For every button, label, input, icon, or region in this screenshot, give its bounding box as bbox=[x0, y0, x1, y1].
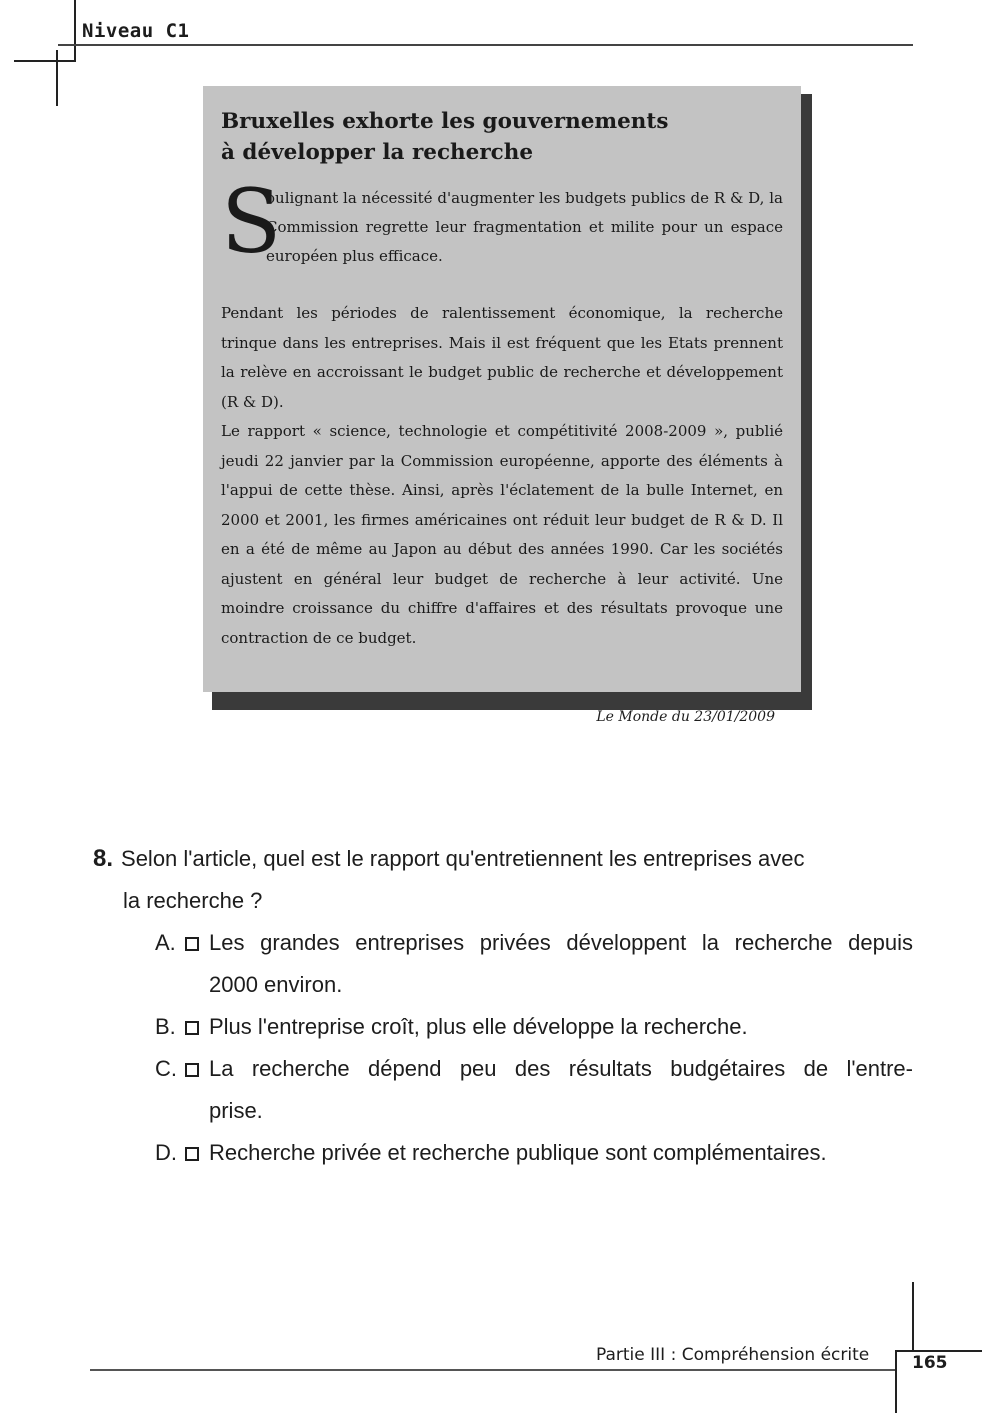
option-c-text-line2: prise. bbox=[209, 1098, 263, 1123]
question-stem-line1 bbox=[93, 838, 913, 880]
footer-vertical-rule bbox=[895, 1350, 897, 1413]
option-b-text: Plus l'entreprise croît, plus elle développe la recherche. bbox=[209, 1014, 748, 1039]
question-8 bbox=[93, 838, 913, 1174]
article-title bbox=[221, 106, 783, 168]
header-horizontal-rule bbox=[14, 60, 76, 62]
question-text-line1: Selon l'article, quel est le rapport qu'entretiennent les entreprises avec bbox=[121, 846, 805, 871]
header-top-rule bbox=[58, 44, 913, 46]
option-a-text-line2: 2000 environ. bbox=[209, 972, 343, 997]
lead-text: oulignant la nécessité d'augmenter les budgets publics de R & D, la Commission regrette leur fragmentation et milite pour un espace européen plus efficace. bbox=[266, 189, 783, 265]
option-a-text-line1: Les grandes entreprises privées développent la recherche depuis bbox=[209, 930, 913, 955]
header-vertical-rule bbox=[74, 0, 76, 60]
article-box bbox=[203, 86, 801, 692]
footer-rule bbox=[90, 1369, 895, 1371]
footer-vertical-rule-upper bbox=[912, 1282, 914, 1352]
page-number: 165 bbox=[912, 1353, 948, 1373]
option-a-checkbox[interactable] bbox=[185, 937, 199, 951]
article-title-line1: Bruxelles exhorte les gouvernements bbox=[221, 109, 669, 134]
article-paragraph-2: Le rapport « science, technologie et compétitivité 2008-2009 », publié jeudi 22 janvier par la Commission européenne, apporte des éléments à l'appui de cette thèse. Ainsi, après l'éclatement de la bulle Internet, en 2000 et 2001, les firmes américaines ont réduit leur budget de R & D. Il en a été de même au Japon au début des années 1990. Car les sociétés ajustent en général leur budget de recherche à leur activité. Une moindre croissance du chiffre d'affaires et des résultats provoque une contraction de ce budget. bbox=[221, 422, 783, 647]
level-label: Niveau C1 bbox=[82, 20, 190, 42]
header-vertical-rule-lower bbox=[56, 50, 58, 106]
article-paragraph-1: Pendant les périodes de ralentissement économique, la recherche trinque dans les entreprises. Mais il est fréquent que les Etats prennent la relève en accroissant le budget public de recherche et développement (R & D). bbox=[221, 304, 783, 411]
option-a-letter: A. bbox=[155, 930, 176, 955]
option-d-checkbox[interactable] bbox=[185, 1147, 199, 1161]
option-b[interactable] bbox=[93, 1006, 913, 1048]
question-text-line2: la recherche ? bbox=[123, 888, 263, 913]
article-body bbox=[221, 299, 783, 653]
option-d-text: Recherche privée et recherche publique sont complémentaires. bbox=[209, 1140, 827, 1165]
article-lead bbox=[221, 170, 783, 273]
footer-rule-right bbox=[897, 1350, 982, 1352]
article-title-line2: à développer la recherche bbox=[221, 140, 534, 165]
lead-dropcap: S bbox=[221, 170, 282, 273]
option-a[interactable] bbox=[93, 922, 913, 1006]
question-number: 8. bbox=[93, 845, 114, 872]
footer-section-label: Partie III : Compréhension écrite bbox=[596, 1345, 870, 1365]
option-d-letter: D. bbox=[155, 1140, 177, 1165]
option-b-letter: B. bbox=[155, 1014, 176, 1039]
option-b-checkbox[interactable] bbox=[185, 1021, 199, 1035]
article-source: Le Monde du 23/01/2009 bbox=[596, 709, 775, 725]
option-c-checkbox[interactable] bbox=[185, 1063, 199, 1077]
option-c-text-line1: La recherche dépend peu des résultats budgétaires de l'entre- bbox=[209, 1056, 913, 1081]
option-c-letter: C. bbox=[155, 1056, 177, 1081]
option-d[interactable] bbox=[93, 1132, 913, 1174]
option-c[interactable] bbox=[93, 1048, 913, 1132]
answer-options bbox=[93, 922, 913, 1174]
